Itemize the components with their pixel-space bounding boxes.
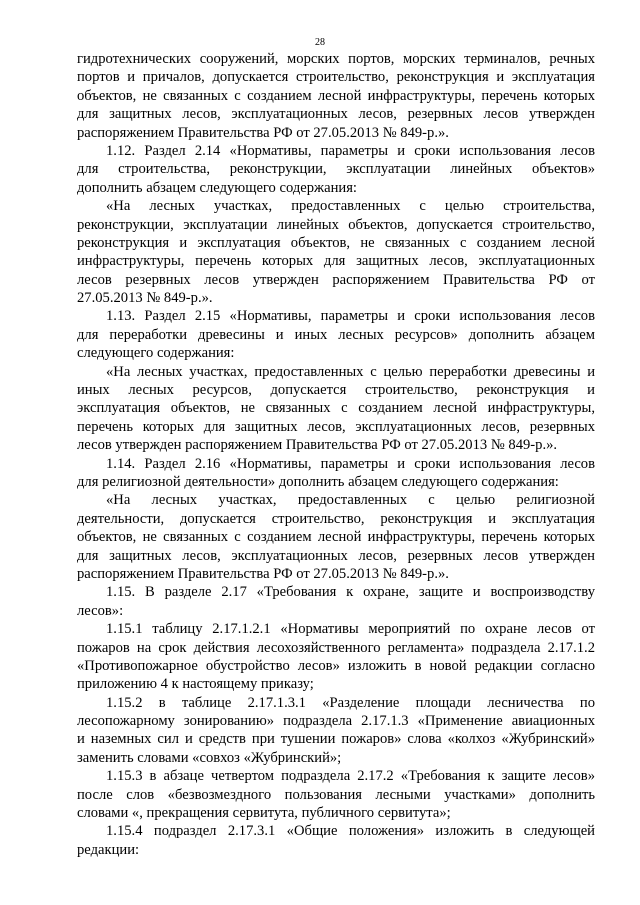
- text-line: «На лесных участках, предоставленных с целью строительства,: [106, 198, 595, 215]
- text-line: лесопожарному зонированию» подраздела 2.17.1.3 «Применение авиационных: [77, 713, 595, 730]
- text-line: следующего содержания:: [77, 345, 235, 362]
- text-line: 1.14. Раздел 2.16 «Нормативы, параметры и сроки использования лесов: [106, 455, 595, 472]
- text-line: 1.12. Раздел 2.14 «Нормативы, параметры и сроки использования лесов: [106, 142, 595, 159]
- text-line: портов и причалов, допускается строительство, реконструкция и эксплуатация: [77, 69, 595, 86]
- text-line: иных лесных ресурсов, допускается строительство, реконструкция и: [77, 382, 595, 399]
- document-body: [77, 50, 595, 859]
- text-line: реконструкция и эксплуатация объектов, не связанных с созданием лесной: [77, 234, 595, 251]
- text-line: эксплуатация объектов, не связанных с созданием лесной инфраструктуры,: [77, 400, 595, 417]
- text-line: деятельности, допускается строительство, реконструкция и эксплуатация: [77, 510, 595, 527]
- text-line: редакции:: [77, 841, 140, 858]
- text-line: 1.15.4 подраздел 2.17.3.1 «Общие положения» изложить в следующей: [106, 823, 595, 840]
- text-line: для защитных лесов, эксплуатационных лесов, резервных лесов утвержден: [77, 547, 595, 564]
- text-line: объектов, не связанных с созданием лесной инфраструктуры, перечень которых: [77, 529, 595, 546]
- text-line: дополнить абзацем следующего содержания:: [77, 179, 357, 196]
- text-line: инфраструктуры, перечень которых для защитных лесов, эксплуатационных: [77, 253, 595, 270]
- text-line: «На лесных участках, предоставленных с целью религиозной: [106, 492, 595, 509]
- text-line: лесов утвержден распоряжением Правительства РФ от 27.05.2013 № 849-р.».: [77, 437, 558, 454]
- text-line: и наземных сил и средств при тушении пожаров» слова «колхоз «Жубринский»: [77, 731, 595, 748]
- text-line: для защитных лесов, эксплуатационных лесов, резервных лесов утвержден: [77, 106, 595, 123]
- text-line: для строительства, реконструкции, эксплуатации линейных объектов»: [77, 161, 595, 178]
- text-line: 1.15.3 в абзаце четвертом подраздела 2.17.2 «Требования к защите лесов»: [106, 768, 595, 785]
- text-line: пожаров на срок действия лесохозяйственного регламента» подраздела 2.17.1.2: [77, 639, 595, 656]
- text-line: для религиозной деятельности» дополнить абзацем следующего содержания:: [77, 473, 559, 490]
- text-line: «На лесных участках, предоставленных с целью переработки древесины и: [106, 363, 595, 380]
- text-line: лесов резервных лесов утвержден распоряжением Правительства РФ от: [77, 271, 595, 288]
- text-line: 1.15.2 в таблице 2.17.1.3.1 «Разделение площади лесничества по: [106, 694, 595, 711]
- text-line: распоряжением Правительства РФ от 27.05.2013 № 849-р.».: [77, 565, 449, 582]
- text-line: «Противопожарное обустройство лесов» изложить в новой редакции согласно: [77, 657, 595, 674]
- text-line: реконструкции, эксплуатации линейных объектов, допускается строительство,: [77, 216, 595, 233]
- text-line: приложению 4 к настоящему приказу;: [77, 676, 314, 693]
- text-line: словами «, прекращения сервитута, публичного сервитута»;: [77, 805, 451, 822]
- text-line: 1.15. В разделе 2.17 «Требования к охране, защите и воспроизводству: [106, 584, 595, 601]
- text-line: распоряжением Правительства РФ от 27.05.2013 № 849-р.».: [77, 124, 449, 141]
- text-line: перечень которых для защитных лесов, эксплуатационных лесов, резервных: [77, 418, 595, 435]
- page-number: 28: [315, 37, 325, 48]
- text-line: заменить словами «совхоз «Жубринский»;: [77, 749, 342, 766]
- text-line: 1.13. Раздел 2.15 «Нормативы, параметры и сроки использования лесов: [106, 308, 595, 325]
- text-line: объектов, не связанных с созданием лесной инфраструктуры, перечень которых: [77, 87, 595, 104]
- text-line: гидротехнических сооружений, морских портов, морских терминалов, речных: [77, 51, 595, 67]
- text-line: для переработки древесины и иных лесных ресурсов» дополнить абзацем: [77, 326, 595, 343]
- text-line: лесов»:: [77, 602, 124, 619]
- text-line: 27.05.2013 № 849-р.».: [77, 290, 213, 307]
- text-line: 1.15.1 таблицу 2.17.1.2.1 «Нормативы мероприятий по охране лесов от: [106, 621, 595, 638]
- text-line: после слов «безвозмездного пользования лесными участками» дополнить: [77, 786, 595, 803]
